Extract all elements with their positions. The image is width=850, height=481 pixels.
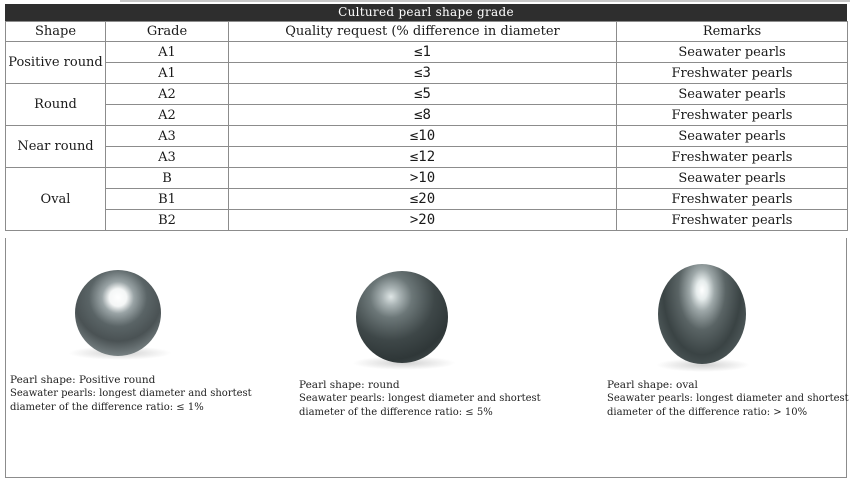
table-row — [6, 126, 848, 147]
header-quality: Quality request (% difference in diameter — [229, 22, 617, 42]
table-row — [6, 168, 848, 189]
remark-cell: Seawater pearls — [617, 84, 848, 105]
table-title: Cultured pearl shape grade — [5, 4, 847, 21]
remark-cell: Freshwater pearls — [617, 189, 848, 210]
table-row — [6, 105, 848, 126]
pearl-caption-3 — [607, 378, 849, 420]
caption-line: diameter of the difference ratio: ≤ 1% — [10, 402, 204, 413]
caption-line: diameter of the difference ratio: ≤ 5% — [299, 407, 493, 418]
ratio-cell: >10 — [229, 168, 617, 189]
ratio-cell: >20 — [229, 210, 617, 231]
grade-cell: B — [106, 168, 229, 189]
grade-cell: A1 — [106, 42, 229, 63]
header-remarks: Remarks — [617, 22, 848, 42]
remark-cell: Seawater pearls — [617, 168, 848, 189]
remark-cell: Seawater pearls — [617, 126, 848, 147]
shape-cell: Positive round — [6, 42, 106, 84]
top-divider — [120, 0, 850, 2]
oval-pearl-image — [658, 264, 746, 364]
table-header-row — [6, 22, 848, 42]
shape-cell: Oval — [6, 168, 106, 231]
table-row — [6, 147, 848, 168]
ratio-cell: ≤20 — [229, 189, 617, 210]
ratio-cell: ≤1 — [229, 42, 617, 63]
shape-cell: Round — [6, 84, 106, 126]
remark-cell: Freshwater pearls — [617, 210, 848, 231]
caption-line: diameter of the difference ratio: > 10% — [607, 407, 808, 418]
pearl-grade-table — [5, 21, 848, 231]
caption-line: Seawater pearls: longest diameter and shortest — [299, 393, 541, 404]
remark-cell: Freshwater pearls — [617, 105, 848, 126]
remark-cell: Freshwater pearls — [617, 147, 848, 168]
caption-title: Pearl shape: Positive round — [10, 374, 156, 386]
ratio-cell: ≤3 — [229, 63, 617, 84]
round-pearl-image-2 — [356, 271, 448, 363]
table-row — [6, 210, 848, 231]
header-shape: Shape — [6, 22, 106, 42]
grade-cell: A3 — [106, 126, 229, 147]
ratio-cell: ≤10 — [229, 126, 617, 147]
pearl-caption-1 — [10, 373, 252, 415]
grade-cell: B1 — [106, 189, 229, 210]
grade-cell: A1 — [106, 63, 229, 84]
pearl-caption-2 — [299, 378, 541, 420]
table-row — [6, 42, 848, 63]
table-row — [6, 63, 848, 84]
grade-cell: A2 — [106, 84, 229, 105]
grade-cell: A3 — [106, 147, 229, 168]
remark-cell: Seawater pearls — [617, 42, 848, 63]
grade-cell: B2 — [106, 210, 229, 231]
caption-line: Seawater pearls: longest diameter and shortest — [607, 393, 849, 404]
shape-cell: Near round — [6, 126, 106, 168]
ratio-cell: ≤12 — [229, 147, 617, 168]
caption-title: Pearl shape: oval — [607, 379, 698, 391]
round-pearl-image — [75, 270, 161, 356]
pearl-examples-panel — [5, 238, 847, 478]
ratio-cell: ≤8 — [229, 105, 617, 126]
header-grade: Grade — [106, 22, 229, 42]
grade-cell: A2 — [106, 105, 229, 126]
caption-line: Seawater pearls: longest diameter and shortest — [10, 388, 252, 399]
ratio-cell: ≤5 — [229, 84, 617, 105]
table-row — [6, 84, 848, 105]
caption-title: Pearl shape: round — [299, 379, 400, 391]
remark-cell: Freshwater pearls — [617, 63, 848, 84]
table-row — [6, 189, 848, 210]
